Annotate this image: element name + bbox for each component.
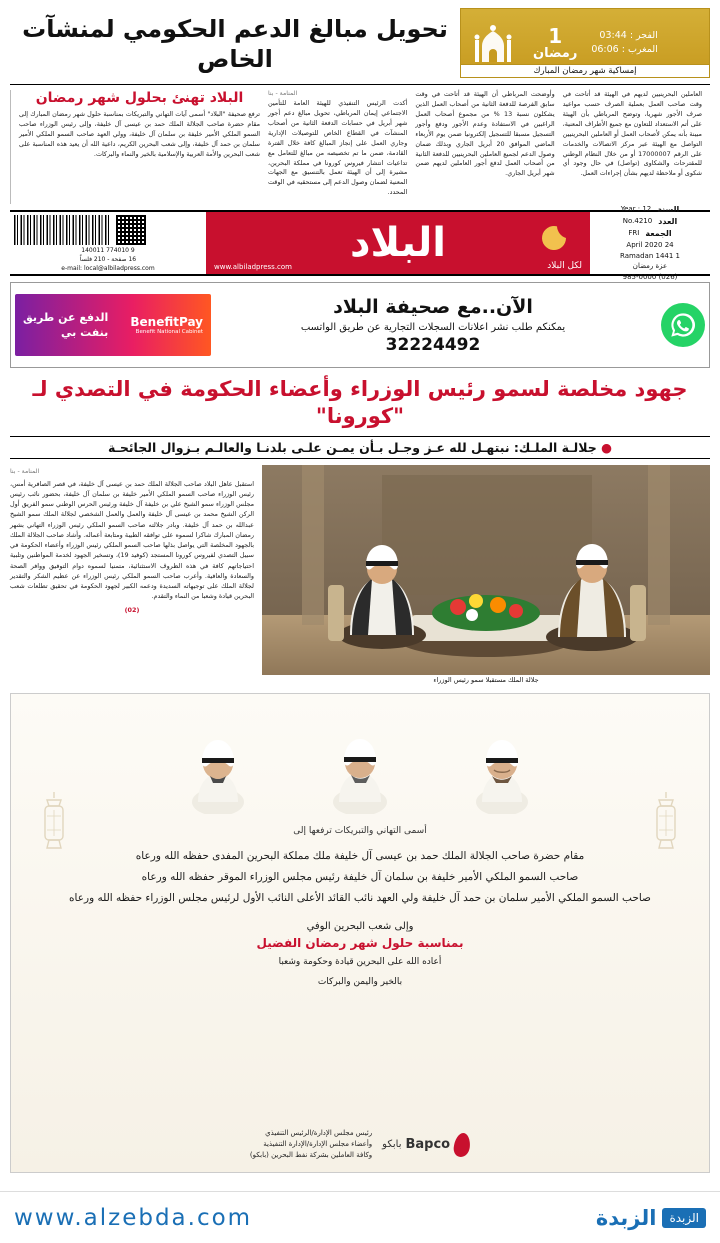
greeting-intro: أسمى التهاني والتبريكات ترفعها إلى bbox=[293, 825, 427, 836]
top-headline-area bbox=[10, 8, 460, 78]
ramadan-day-word: رمضان bbox=[533, 45, 578, 61]
top-article-text-1: أكدت الرئيس التنفيذي للهيئة العامة للتأمين الاجتماعي إيمان المرباطي، تحويل مبالغ دعم أجور شهر أبريل في حسابات الدفعة الثانية من أصحاب المنشآت في القطاع الخاص للتوصيلات الإدارية وجاري العمل على إنجاز المبالغ كافة خلال الفترة القادمة، ضمن ما تم تخصيصه من مبالغ للتعامل مع تداعيات انتشار فيروس كورونا في مملكة البحرين، مشيرة إلى أن الهيئة تعمل بالتنسيق مع الجهات المعنية لضمان وصول الدعم إلى مستحقيه في الوقت المحدد. bbox=[268, 99, 408, 197]
greeting-portraits bbox=[21, 718, 699, 804]
whatsapp-ad[interactable] bbox=[10, 282, 710, 368]
masthead-year-label: السنة bbox=[657, 205, 680, 214]
lantern-icon bbox=[649, 790, 683, 860]
feature-subheadline-bar bbox=[10, 436, 710, 459]
fajr-time: 03:44 bbox=[599, 29, 627, 41]
greeting-text bbox=[21, 826, 699, 991]
top-article-text-2: وأوضحت المرباطي أن الهيئة قد أتاحت في وقت سابق الفرصة للدفعة الثانية من أصحاب العمل الذين يشكلون نسبة 13 % من مجموع أصحاب العمل الراغبين في الاستفادة وعدم الأجور ودفع وأجور التسجيل مسبقا للتسجيل إلكترونيا ضمن يوم الأربعاء الماضي الموافق 20 أبريل الجاري وبذلك ضمان وصول الدعم لجميع العاملين البحرينيين للدفعة الثانية من أصحاب العمل لدفع أجور العاملين لديهم ضمن شهر أبريل الجاري. bbox=[415, 90, 555, 178]
top-strip bbox=[10, 8, 710, 78]
bullet-icon: ● bbox=[601, 439, 612, 455]
greeting-line-2: صاحب السمو الملكي الأمير خليفة بن سلمان آل خليفة رئيس مجلس الوزراء الموقر حفظه الله ورعاه bbox=[141, 870, 579, 883]
maghrib-label: المغرب bbox=[627, 44, 658, 55]
masthead-date-hijri: 1 Ramadan 1441 bbox=[619, 251, 681, 260]
portrait-king bbox=[319, 718, 401, 804]
bapco-sig-3: وكافة العاملين بشركة نفط البحرين (بابكو) bbox=[249, 1151, 373, 1160]
masthead-email[interactable]: e-mail: local@albiladpress.com bbox=[61, 264, 155, 272]
portrait-crown-prince bbox=[177, 718, 259, 804]
portrait-prime-minister bbox=[461, 718, 543, 804]
footer-url[interactable]: www.alzebda.com bbox=[14, 1204, 253, 1231]
benefitpay-ad[interactable] bbox=[15, 294, 211, 356]
whatsapp-icon[interactable] bbox=[661, 303, 705, 347]
top-article-col-1 bbox=[268, 90, 407, 204]
greeting-people-line: وإلى شعب البحرين الوفي bbox=[306, 920, 414, 932]
footer-brand-name: الزبدة bbox=[595, 1205, 657, 1230]
bapco-sig-2: وأعضاء مجلس الإدارة/الإدارة التنفيذية bbox=[263, 1140, 373, 1149]
ramadan-day bbox=[525, 23, 585, 61]
masthead-issue-label: العدد bbox=[658, 217, 678, 226]
feature-photo-row bbox=[10, 465, 710, 685]
feature-page-ref: (02) bbox=[124, 605, 140, 614]
fajr-label: الفجر bbox=[636, 29, 658, 41]
greeting-advertisement bbox=[10, 693, 710, 1173]
top-article-columns bbox=[260, 90, 710, 204]
masthead-day-ar: الجمعة bbox=[645, 229, 672, 238]
benefitpay-logo: BenefitPay bbox=[130, 315, 203, 329]
masthead-year-value: Year : 12 bbox=[620, 205, 652, 213]
qr-code-icon[interactable] bbox=[116, 215, 146, 245]
side-article-body: ترفع صحيفة "البلاد" أسمى آيات التهاني والتبريكات بمناسبة حلول شهر رمضان المبارك إلى مقام حضرة صاحب الجلالة الملك حمد بن عيسى آل خليفة، وإلى رئيس الوزراء صاحب السمو الملكي الأمير خليفة بن سلمان آل خليفة، وولي العهد صاحب السمو الملكي الأمير سلمان بن حمد آل خليفة، وإلى شعب البحرين الكريم، داعية الله أن يعيد هذه المناسبة على شعب البحرين والأمة العربية والإسلامية بالخير والنماء والبركات. bbox=[19, 110, 260, 158]
greeting-line-1: مقام حضرة صاحب الجلالة الملك حمد بن عيسى آل خليفة ملك مملكة البحرين المفدى حفظه الله ورعاه bbox=[135, 849, 585, 862]
masthead-issue-info bbox=[590, 205, 710, 281]
feature-body: استقبل عاهل البلاد صاحب الجلالة الملك حمد بن عيسى آل خليفة، في قصر الصافرية أمس، رئيس الوزراء صاحب السمو الملكي الأمير خليفة بن سلمان آل خليفة، بحضور نائب رئيس مجلس الوزراء سمو الشيخ علي بن خليفة آل خليفة ورئيس الحرس الوطني سمو الفريق أول الركن الشيخ محمد بن عيسى آل خليفة والعمل والعمل الشخصي لجلالة الملك سمو الشيخ عبدالله بن حمد آل خليفة. وبادر جلالته صاحب السمو الملكي رئيس الوزراء التهاني بشهر رمضان المبارك شاكرا لسموه على توافقه الطيبة ومتابعة أعماله. وأشاد صاحب الجلالة الملك بالجهود المخلصة التي يواصل بذلها صاحب السمو الملكي رئيس الوزراء وأعضاء الحكومة في سبيل التصدي لفيروس كورونا المستجد (كوفيد 19)، وتسخير الجهود لخدمة المواطنين وتلبية احتياجاتهم كافة في هذه الظروف الاستثنائية، متمنيا لسموه دوام التوفيق ووافر الصحة والسعادة والعافية. وأعرب صاحب السمو الملكي رئيس الوزراء عن عظيم الشكر والتقدير لجلالة الملك على توجيهاته السديدة ودعمه الكبير لجهود الحكومة في تحقيق تطلعات شعب البحرين قيادة وشعبا من النماء والتقدم. bbox=[10, 479, 254, 601]
benefitpay-line2: بنفت بي bbox=[61, 326, 109, 339]
feature-headline-block bbox=[10, 376, 710, 431]
whatsapp-ad-text bbox=[217, 296, 649, 355]
benefitpay-sub: Benefit National Cabinet bbox=[135, 329, 203, 335]
masthead-issue-value: No.4210 bbox=[622, 217, 653, 225]
ramadan-day-number: 1 bbox=[548, 23, 563, 48]
greeting-wish-2: بالخير واليمن والبركات bbox=[317, 976, 403, 987]
feature-subheadline: جلالـة الملـك: نبتهـل لله عـز وجـل بـأن يمـن علـى بلدنـا والعالـم بـزوال الجائحـة bbox=[108, 439, 597, 455]
footer-brand-badge: الزبدة bbox=[662, 1208, 706, 1228]
bapco-name-en: Bapco bbox=[405, 1137, 451, 1153]
maghrib-time: 06:06 bbox=[591, 44, 619, 55]
greeting-wish-1: أعاده الله على البحرين قيادة وحكومة وشعبا bbox=[278, 956, 442, 967]
feature-article-text bbox=[10, 465, 254, 685]
feature-byline: المنامة - بنا bbox=[10, 467, 40, 475]
masthead-logo-block bbox=[206, 212, 590, 274]
benefitpay-line1: الدفع عن طريق bbox=[23, 310, 109, 324]
bapco-sig-1: رئيس مجلس الإدارة/الرئيس التنفيذي bbox=[265, 1129, 373, 1138]
greeting-occasion: بمناسبة حلول شهر رمضان الفضيل bbox=[256, 935, 464, 950]
whatsapp-ad-title: الآن..مع صحيفة البلاد bbox=[333, 295, 533, 318]
flame-icon bbox=[453, 1133, 472, 1157]
feature-photo bbox=[262, 465, 710, 685]
bapco-logo bbox=[382, 1133, 470, 1157]
masthead-title: البلاد bbox=[350, 220, 446, 266]
feature-headline: جهود مخلصة لسمو رئيس الوزراء وأعضاء الحكومة في التصدي لـ "كورونا" bbox=[32, 377, 688, 429]
mosque-icon bbox=[467, 17, 519, 69]
masthead-website[interactable]: www.albiladpress.com bbox=[214, 263, 293, 271]
top-article-row bbox=[10, 84, 710, 204]
prayer-times: الفجر : 03:44 المغرب : 06:06 bbox=[591, 29, 658, 55]
top-article-text-3: العاملين البحرينيين لديهم في الهيئة قد أتاحت في وقت صاحب العمل بعملية الصرف حسب مواعيد صرف الأجور شهريا، وتوضح المرباطي بأن الهيئة على أتم الاستعداد للتعاون مع جميع الأطراف المعنية، مبينة بأنه يمكن لأصحاب العمل أو العاملين البحرينيين التواصل مع الهيئة عبر مركز الاتصالات والخدمات على الرقم 17000007 أو من خلال النظام الوطني للمقترحات والشكاوى (تواصل) في حال وجود أي شكوى أو ملاحظة لديهم بشأن إجراءات العمل. bbox=[562, 90, 702, 178]
masthead-pages-note: 16 صفحة - 210 فلساً bbox=[79, 255, 137, 263]
masthead-date-en: 24 April 2020 bbox=[626, 241, 674, 249]
top-article-col-2 bbox=[415, 90, 554, 204]
side-article bbox=[10, 90, 260, 204]
masthead-price-label: عزة رمضان bbox=[632, 262, 668, 270]
lantern-icon bbox=[37, 790, 71, 860]
whatsapp-ad-sub: يمكنكم طلب نشر اعلانات السجلات التجارية عن طريق الواتسب bbox=[300, 321, 566, 333]
greeting-line-3: صاحب السمو الملكي الأمير سلمان بن حمد آل خليفة ولي العهد نائب القائد الأعلى النائب الأول لرئيس مجلس الوزراء حفظه الله ورعاه bbox=[69, 891, 651, 904]
bapco-name-ar: بابكو bbox=[382, 1139, 402, 1151]
masthead bbox=[10, 205, 710, 281]
top-headline: تحويل مبالغ الدعم الحكومي لمنشآت الخاص bbox=[22, 15, 448, 73]
masthead-registration: (026) 985-0000 bbox=[622, 272, 678, 281]
top-article-col-3 bbox=[563, 90, 702, 204]
masthead-tagline: لكل البلاد bbox=[547, 261, 582, 271]
feature-photo-caption: جلالة الملك مستقبلا سمو رئيس الوزراء bbox=[262, 675, 710, 685]
crescent-moon-icon bbox=[536, 218, 576, 258]
imsakia-label: إمساكية شهر رمضان المبارك bbox=[461, 64, 709, 77]
top-article-byline: المنامة - بنا bbox=[268, 90, 298, 97]
whatsapp-ad-phone[interactable]: 32224492 bbox=[385, 334, 481, 355]
prayer-times-box bbox=[460, 8, 710, 78]
barcode-icon bbox=[14, 215, 110, 245]
side-article-title: البلاد تهنئ بحلول شهر رمضان bbox=[35, 90, 244, 106]
masthead-codes bbox=[10, 212, 206, 274]
bapco-signature bbox=[11, 1128, 709, 1162]
site-footer bbox=[0, 1191, 720, 1243]
footer-brand[interactable] bbox=[596, 1206, 706, 1230]
masthead-barcode-digits: 9 774010 140011 bbox=[81, 246, 135, 254]
masthead-day-en: FRI bbox=[628, 229, 640, 237]
